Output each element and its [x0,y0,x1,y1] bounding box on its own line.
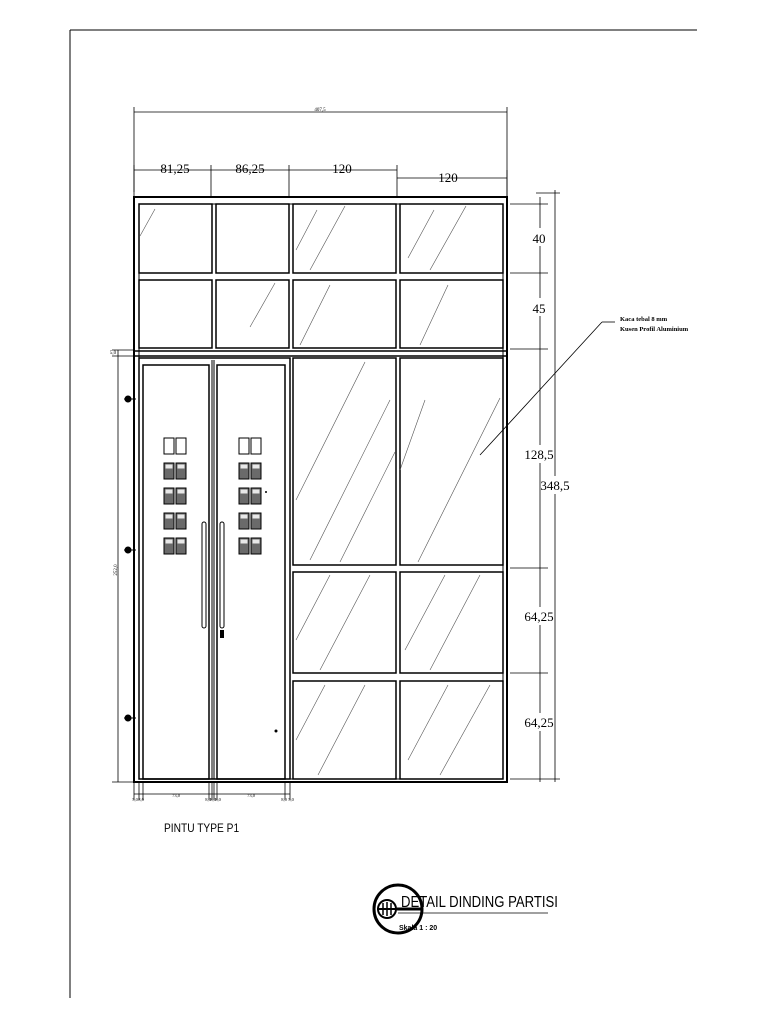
dim-bottom-7: 73,0 [247,793,255,798]
dim-bottom-8: 8,0 [281,797,287,802]
dim-top-2: 86,25 [235,161,265,176]
glass-hatching [140,206,500,775]
dim-top-3: 120 [332,161,352,176]
glass-block-highlight [253,515,260,519]
title-block [374,885,558,933]
glass-block-highlight [253,490,260,494]
dim-bottom-5: 8,0 [210,797,216,802]
door-type-label: PINTU TYPE P1 [164,822,240,836]
glass-block [164,438,174,454]
dim-top-1: 81,25 [160,161,190,176]
glass-block-highlight [166,465,173,469]
door-bottom-dimensions [132,782,294,803]
dim-right-4: 64,25 [524,609,554,624]
dim-right-total: 348,5 [540,478,570,493]
glass-block-highlight [253,540,260,544]
glass-block-highlight [166,490,173,494]
glass-block [239,438,249,454]
glass-block-highlight [241,515,248,519]
dim-right-2: 45 [532,301,546,316]
drawing-scale: Skala 1 : 20 [399,925,438,932]
glass-block-highlight [178,465,185,469]
annotation-glass: Kaca tebal 8 mm [620,316,668,323]
glass-block [176,438,186,454]
drawing-title: DETAIL DINDING PARTISI [401,893,558,912]
double-door [124,360,285,779]
door-window-left [164,438,186,554]
glass-block [251,438,261,454]
glass-block-highlight [253,465,260,469]
glass-block-highlight [178,515,185,519]
glass-block-highlight [178,490,185,494]
dim-bottom-3: 73,0 [172,793,180,798]
dim-bottom-2: 8,0 [138,797,144,802]
glass-block-highlight [166,540,173,544]
dim-door-top: 5,0 [109,351,117,356]
dim-right-5: 64,25 [524,715,554,730]
glass-block-highlight [166,515,173,519]
partition-frame [134,197,507,782]
annotation-frame: Kusen Profil Aluminium [620,326,689,333]
dim-right-1: 40 [532,231,546,246]
dim-bottom-4: 8,0 [205,797,211,802]
door-window-right [239,438,261,554]
dim-bottom-9: 5,0 [288,797,294,802]
overall-width-label: 407,5 [314,108,326,113]
dim-top-4: 120 [438,170,458,185]
right-dimensions [510,190,571,782]
dim-door-height: 252,0 [114,564,119,576]
material-annotation [480,316,689,455]
dim-right-3: 128,5 [524,447,554,462]
top-dimensions [134,161,507,197]
dim-bottom-1: 5,0 [132,797,138,802]
glass-block-highlight [241,540,248,544]
glass-block-highlight [241,490,248,494]
glass-block-highlight [241,465,248,469]
glass-block-highlight [178,540,185,544]
dim-bottom-6: 8,0 [215,797,221,802]
